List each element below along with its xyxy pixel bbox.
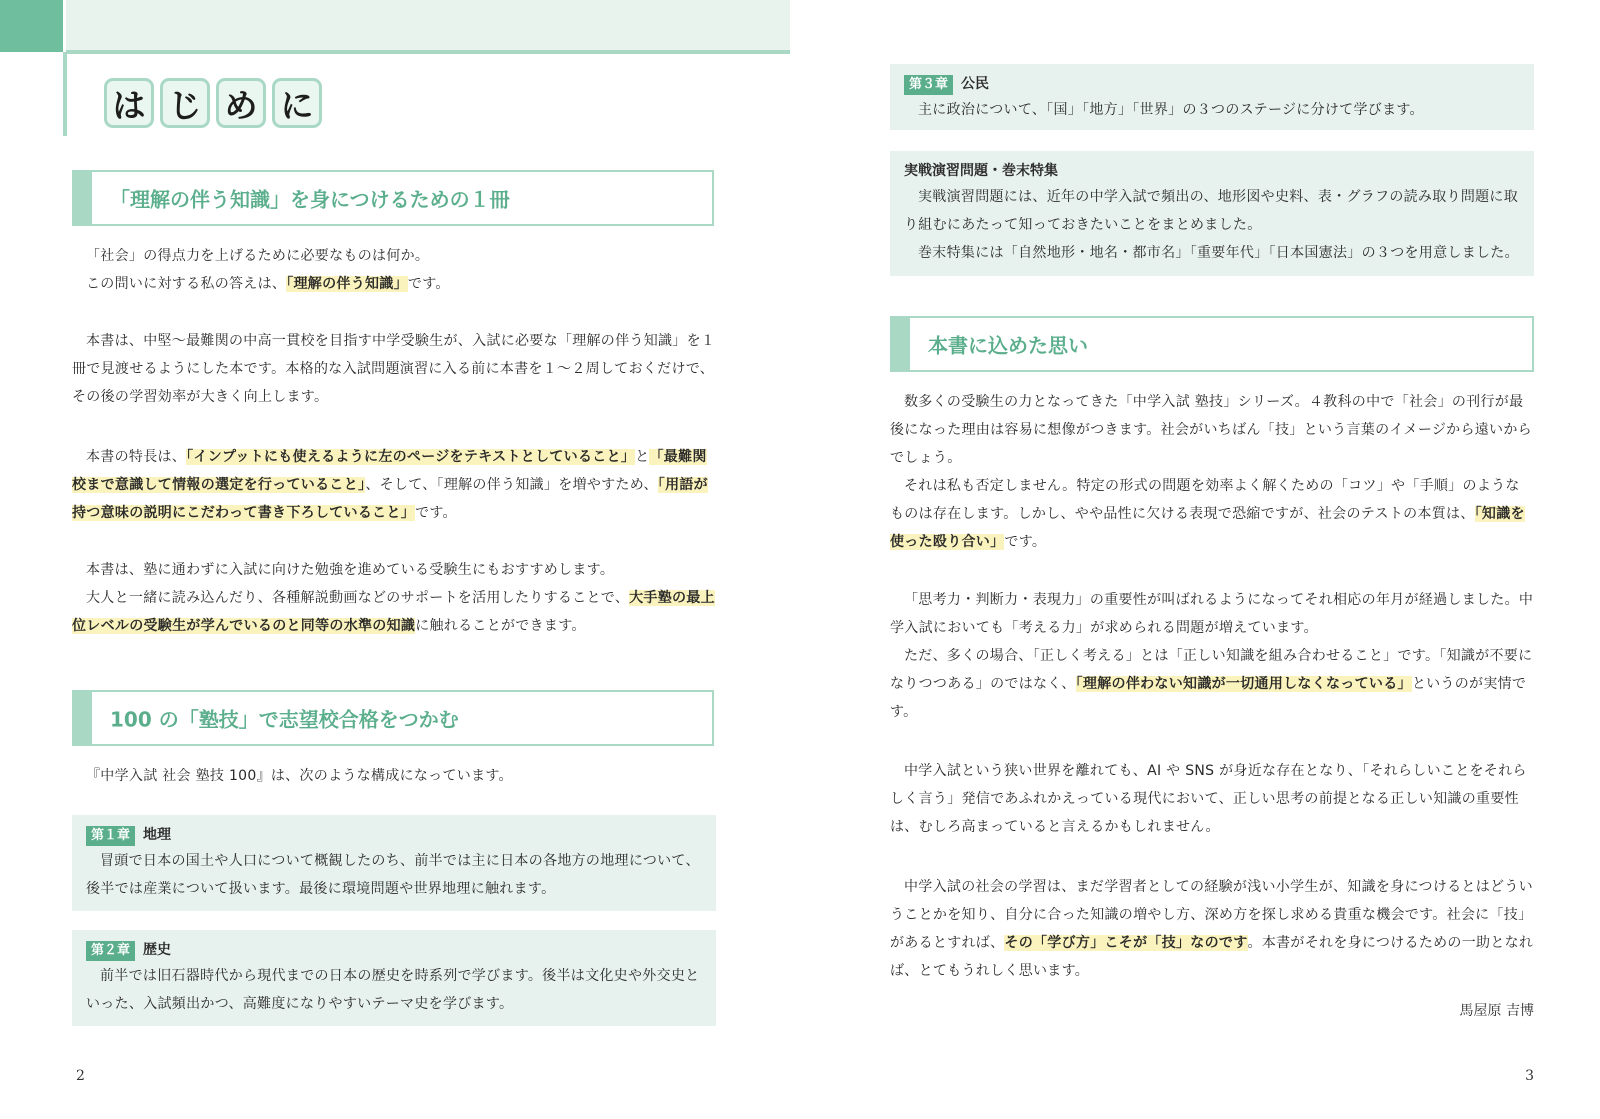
text-run: 本書の特長は、: [86, 449, 187, 465]
text-run: というのが実情です。: [890, 676, 1527, 720]
title-char: じ: [160, 78, 210, 128]
paragraph-2: [72, 327, 716, 411]
thoughts-paragraph-4: [890, 873, 1534, 985]
extra-heading: 実戦演習問題・巻末特集: [904, 163, 1058, 179]
highlight-text: 「最難関校まで意識して情報の選定を行っていること」: [72, 449, 707, 493]
page-number: 3: [1525, 1068, 1534, 1084]
highlight-text: 大手塾の最上位レベルの受験生が学んでいるのと同等の水準の知識: [72, 590, 715, 634]
intro-paragraphs: [72, 242, 716, 298]
chapter-body: 主に政治について、「国」「地方」「世界」の３つのステージに分けて学びます。: [918, 102, 1424, 118]
right-page: [800, 0, 1600, 1119]
text-run: 大人と一緒に読み込んだり、各種解説動画などのサポートを活用したりすることで、: [86, 590, 630, 606]
paragraph-text: 数多くの受験生の力となってきた「中学入試 塾技」シリーズ。４教科の中で「社会」の刊行が最後になった理由は容易に想像がつきます。社会がいちばん「技」という言葉のイメージから遠いからでしょう。: [890, 394, 1532, 466]
section-heading-3: [890, 316, 1534, 372]
paragraph-3: [72, 443, 716, 527]
paragraph-text: [72, 584, 716, 640]
text-run: に触れることができます。: [415, 618, 586, 634]
extra-body: 巻末特集には「自然地形・地名・都市名」「重要年代」「日本国憲法」の３つを用意しました。: [918, 245, 1519, 261]
chapter-body: 前半では旧石器時代から現代までの日本の歴史を時系列で学びます。後半は文化史や外交史といった、入試頻出かつ、高難度になりやすいテーマ史を学びます。: [86, 968, 700, 1012]
chapter-tag: 第３章: [904, 75, 953, 95]
section-heading-1: [72, 170, 714, 226]
answer-tail: です。: [407, 276, 450, 292]
text-run: 、そして、「理解の伴う知識」を増やすため、: [365, 477, 658, 493]
page-number: 2: [76, 1068, 85, 1084]
header-corner-block: [0, 0, 63, 52]
title-char: め: [216, 78, 266, 128]
paragraph-text: [890, 472, 1534, 556]
page-title: [104, 78, 322, 128]
extra-body: 実戦演習問題には、近年の中学入試で頻出の、地形図や史料、表・グラフの読み取り問題に取り組むにあたって知っておきたいことをまとめました。: [904, 189, 1519, 233]
paragraph-text: [890, 642, 1534, 726]
paragraph-text: 『中学入試 社会 塾技 100』は、次のような構成になっています。: [86, 768, 513, 784]
highlight-text: 「知識を使った殴り合い」: [890, 506, 1525, 550]
extra-box: [890, 151, 1534, 276]
text-run: です。: [415, 505, 457, 521]
text-run: と: [635, 449, 650, 465]
paragraph-4: [72, 556, 716, 640]
structure-intro: [72, 762, 716, 790]
chapter-box-2: [72, 930, 716, 1026]
chapter-tag: 第１章: [86, 826, 135, 846]
section-heading-2: [72, 690, 714, 746]
text-run: ただ、多くの場合、「正しく考える」とは「正しい知識を組み合わせること」です。「知識が不要になりつつある」のではなく、: [890, 648, 1533, 692]
paragraph-text: 本書は、中堅～最難関の中高一貫校を目指す中学受験生が、入試に必要な「理解の伴う知識」を１冊で見渡せるようにした本です。本格的な入試問題演習に入る前に本書を１～２周しておくだけで、その後の学習効率が大きく向上します。: [72, 333, 716, 405]
chapter-box-3: [890, 64, 1534, 130]
chapter-heading: [904, 72, 1520, 96]
title-char: に: [272, 78, 322, 128]
intro-line-answer: [72, 270, 716, 298]
chapter-title: 歴史: [143, 942, 172, 958]
author-name: 馬屋原 吉博: [1459, 1003, 1534, 1019]
highlight-text: 「用語が持つ意味の説明にこだわって書き下ろしていること」: [72, 477, 708, 521]
paragraph-text: [72, 443, 716, 527]
highlight-text: 「理解の伴う知識」: [286, 276, 408, 292]
intro-line: 「社会」の得点力を上げるために必要なものは何か。: [86, 248, 430, 264]
highlight-text: その「学び方」こそが「技」なのです: [1004, 935, 1248, 951]
header-band: [66, 0, 790, 54]
chapter-heading: [86, 938, 702, 962]
chapter-tag: 第２章: [86, 941, 135, 961]
thoughts-paragraph-2: [890, 586, 1534, 726]
paragraph-text: 本書は、塾に通わずに入試に向けた勉強を進めている受験生にもおすすめします。: [86, 562, 615, 578]
text-run: それは私も否定しません。特定の形式の問題を効率よく解くための「コツ」や「手順」のようなものは存在します。しかし、やや品性に欠ける表現で恐縮ですが、社会のテストの本質は、: [890, 478, 1520, 522]
chapter-title: 地理: [143, 827, 172, 843]
paragraph-text: 中学入試という狭い世界を離れても、AI や SNS が身近な存在となり、「それらしいことをそれらしく言う」発信であふれかえっている現代において、正しい思考の前提となる正しい知識の重要性は、むしろ高まっていると言えるかもしれません。: [890, 763, 1527, 835]
chapter-box-1: [72, 815, 716, 911]
left-page: [0, 0, 790, 1119]
paragraph-text: 「思考力・判断力・表現力」の重要性が叫ばれるようになってそれ相応の年月が経過しました。中学入試においても「考える力」が求められる問題が増えています。: [890, 592, 1534, 636]
thoughts-paragraph-3: [890, 757, 1534, 841]
text-run: 中学入試の社会の学習は、まだ学習者としての経験が浅い小学生が、知識を身につけるとはどういうことかを知り、自分に合った知識の増やし方、深め方を探し求める貴重な機会です。社会に「技」があるとすれば、: [890, 879, 1533, 951]
paragraph-text: [890, 873, 1534, 985]
section-heading-text: 本書に込めた思い: [928, 333, 1088, 358]
highlight-text: 「インプットにも使えるように左のページをテキストとしていること」: [186, 449, 636, 465]
thoughts-paragraph-1: [890, 388, 1534, 556]
answer-lead: この問いに対する私の答えは、: [86, 276, 287, 292]
chapter-body: 冒頭で日本の国土や人口について概観したのち、前半では主に日本の各地方の地理について、後半では産業について扱います。最後に環境問題や世界地理に触れます。: [86, 853, 700, 897]
title-char: は: [104, 78, 154, 128]
text-run: 。本書がそれを身につけるための一助となれば、とてもうれしく思います。: [890, 935, 1534, 979]
text-run: です。: [1004, 534, 1047, 550]
section-heading-text: 「理解の伴う知識」を身につけるための１冊: [110, 187, 510, 212]
chapter-title: 公民: [961, 76, 990, 92]
highlight-text: 「理解の伴わない知識が一切通用しなくなっている」: [1075, 676, 1412, 692]
header-vertical-rule: [63, 52, 67, 136]
chapter-heading: [86, 823, 702, 847]
section-heading-text: 100 の「塾技」で志望校合格をつかむ: [110, 707, 459, 732]
